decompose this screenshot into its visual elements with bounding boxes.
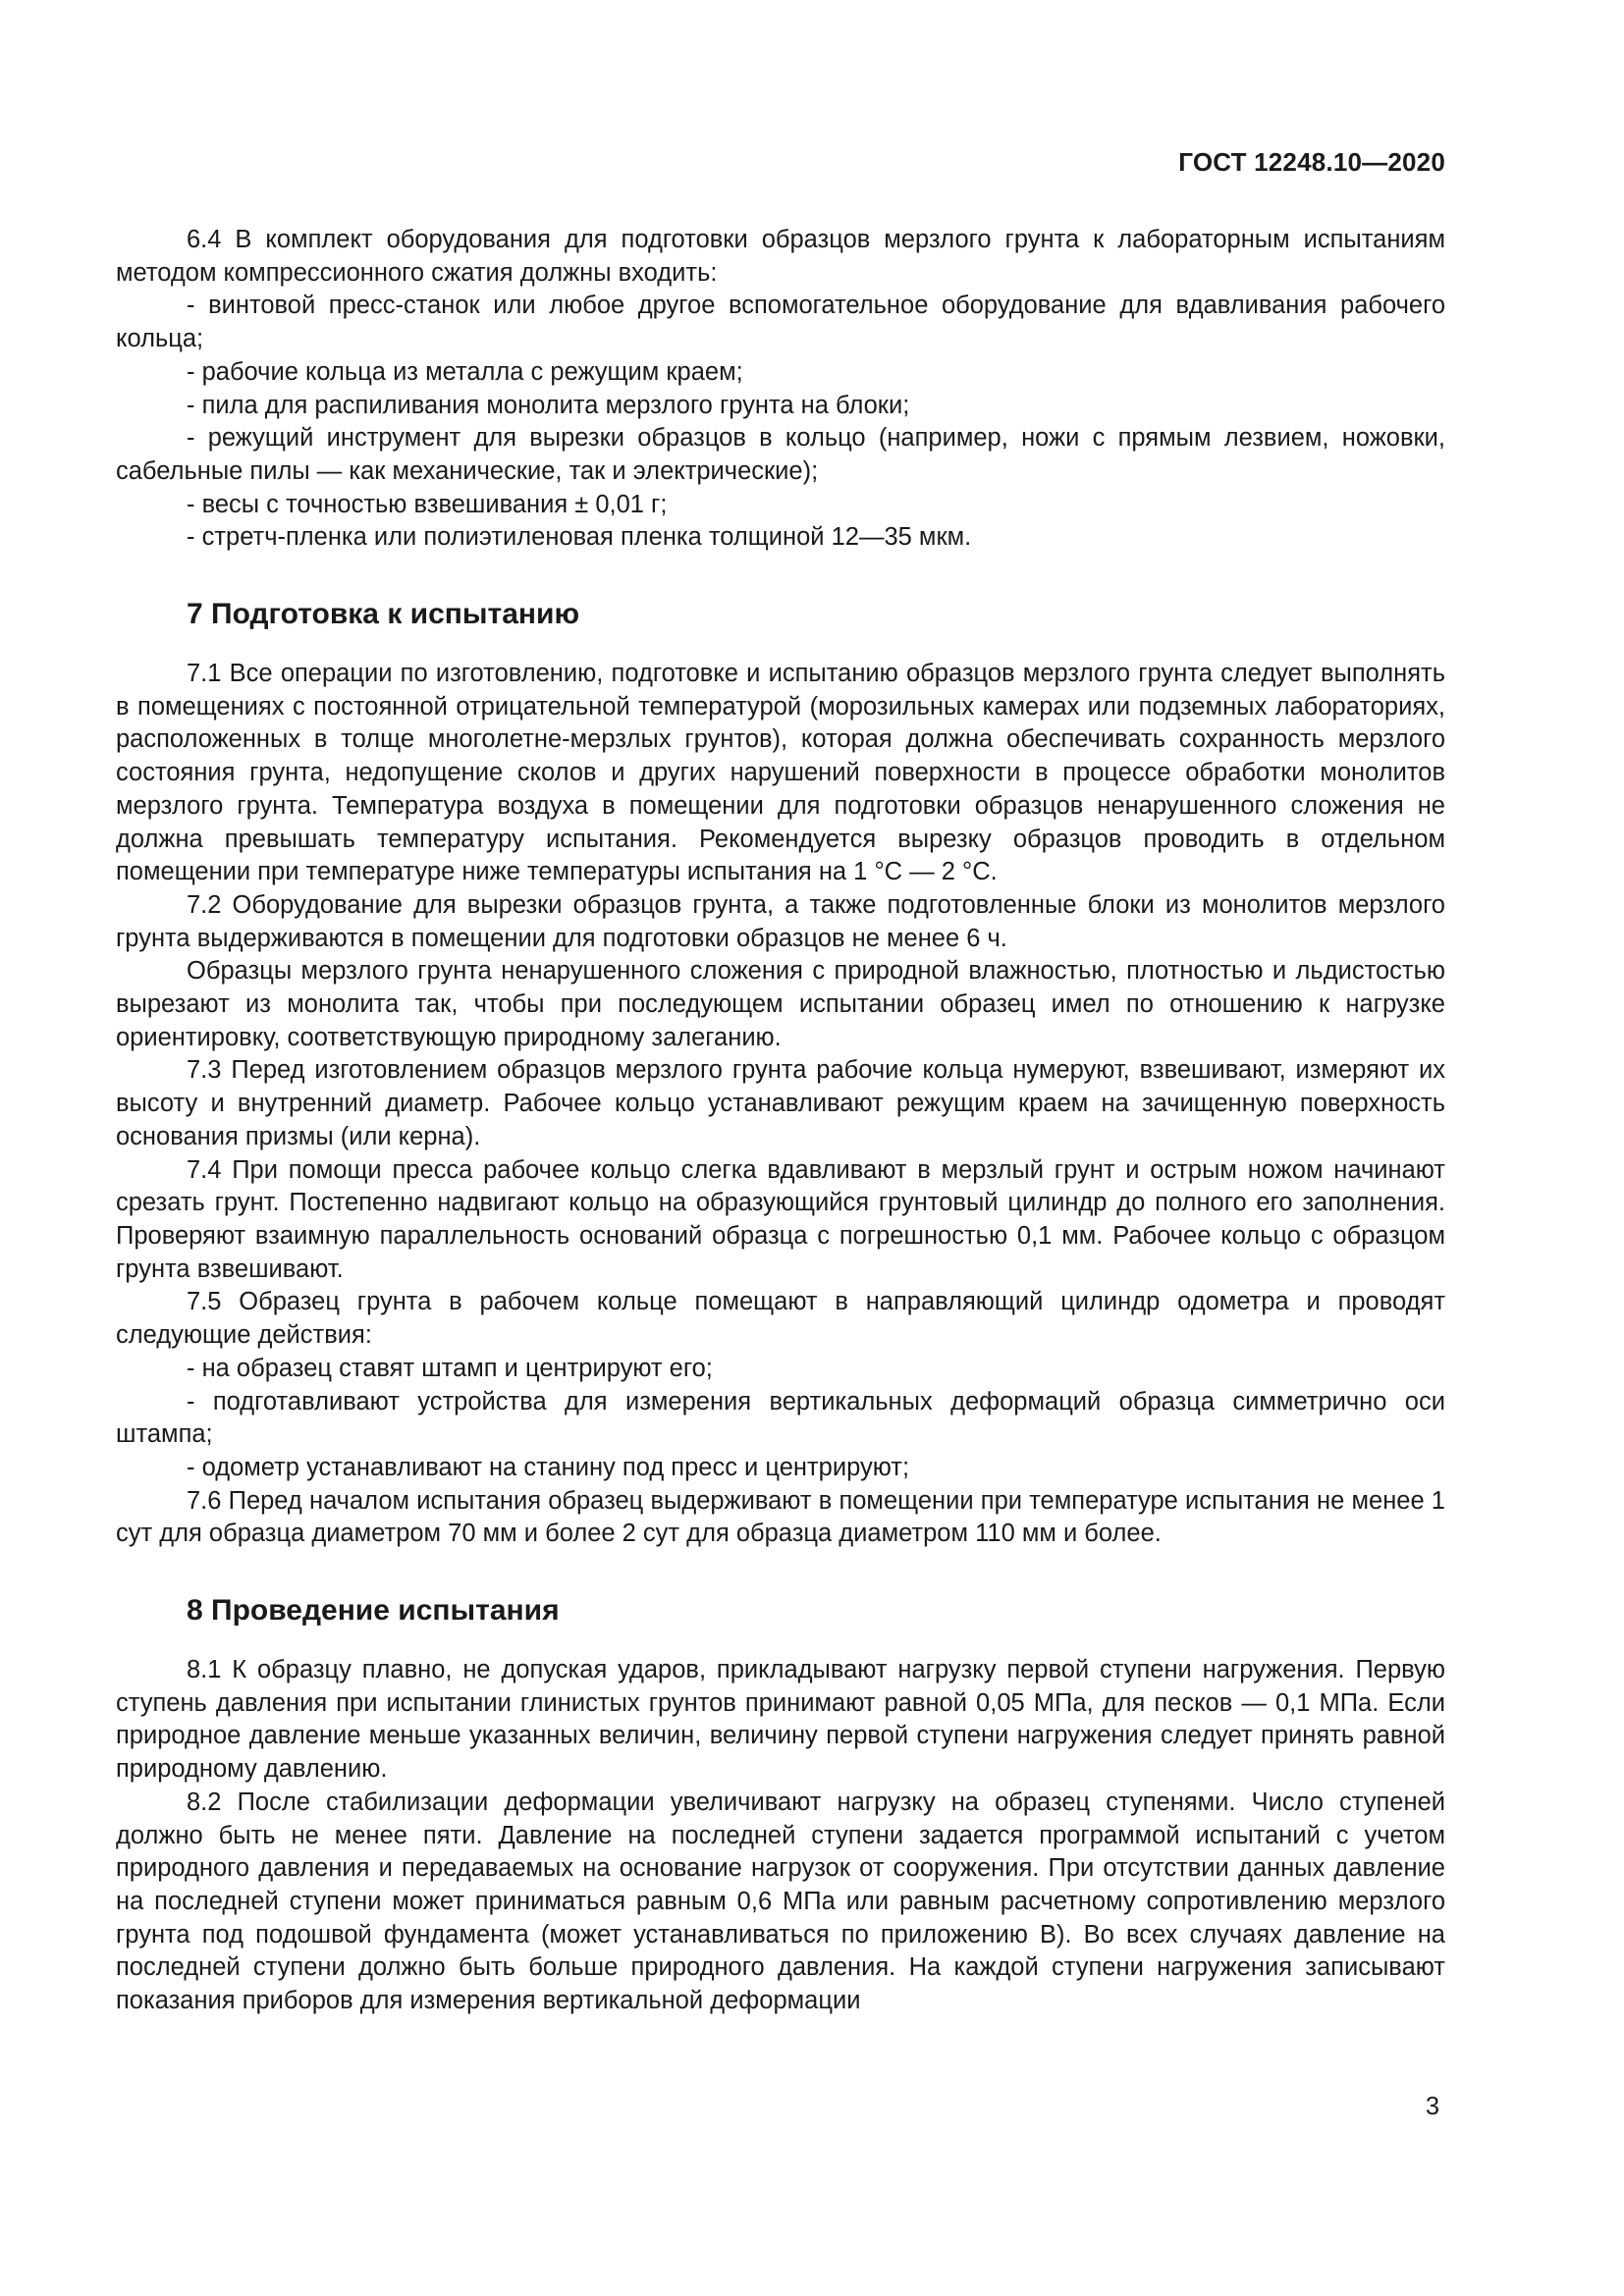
document-code: ГОСТ 12248.10—2020 <box>1178 147 1445 177</box>
paragraph-7-5: 7.5 Образец грунта в рабочем кольце помещают в направляющий цилиндр одометра и проводят следующие действия: <box>116 1288 1445 1350</box>
list-item: - режущий инструмент для вырезки образцов в кольцо (например, ножи с прямым лезвием, ножовки, сабельные пилы — как механические, так и электрические); <box>116 424 1445 485</box>
paragraph-8-2: 8.2 После стабилизации деформации увеличивают нагрузку на образец ступенями. Число ступеней должно быть не менее пяти. Давление на последней ступени задается программой испытаний с учетом природного давления и передаваемых на основание нагрузок от сооружения. При отсутствии данных давление на последней ступени может приниматься равным 0,6 МПа или равным расчетному сопротивлению мерзлого грунта под подошвой фундамента (может устанавливаться по приложению В). Во всех случаях давление на последней ступени должно быть больше природного давления. На каждой ступени нагружения записывают показания приборов для измерения вертикальной деформации <box>116 1788 1445 2015</box>
list-item: - рабочие кольца из металла с режущим краем; <box>187 357 743 386</box>
paragraph-7-4: 7.4 При помощи пресса рабочее кольцо слегка вдавливают в мерзлый грунт и острым ножом начинают срезать грунт. Постепенно надвигают кольцо на образующийся грунтовый цилиндр до полного его заполнения. Проверяют взаимную параллельность оснований образца с погрешностью 0,1 мм. Рабочее кольцо с образцом грунта взвешивают. <box>116 1155 1445 1283</box>
list-item: - пила для распиливания монолита мерзлого грунта на блоки; <box>187 391 910 419</box>
paragraph-7-2-continued: Образцы мерзлого грунта ненарушенного сложения с природной влажностью, плотностью и льдистостью вырезают из монолита так, чтобы при последующем испытании образец имел по отношению к нагрузке ориентировку, соответствующую природному залеганию. <box>116 957 1445 1051</box>
paragraph-7-3: 7.3 Перед изготовлением образцов мерзлого грунта рабочие кольца нумеруют, взвешивают, измеряют их высоту и внутренний диаметр. Рабочее кольцо устанавливают режущим краем на зачищенную поверхность основания призмы (или керна). <box>116 1056 1445 1150</box>
paragraph-6-4: 6.4 В комплект оборудования для подготовки образцов мерзлого грунта к лабораторным испытаниям методом компрессионного сжатия должны входить: <box>116 226 1445 287</box>
list-item: - весы с точностью взвешивания ± 0,01 г; <box>187 490 668 518</box>
paragraph-7-2: 7.2 Оборудование для вырезки образцов грунта, а также подготовленные блоки из монолитов мерзлого грунта выдерживаются в помещении для подготовки образцов не менее 6 ч. <box>116 890 1445 952</box>
list-item: - подготавливают устройства для измерения вертикальных деформаций образца симметрично оси штампа; <box>116 1387 1445 1449</box>
list-item: - одометр устанавливают на станину под пресс и центрируют; <box>187 1453 910 1481</box>
document-body <box>116 224 1445 2018</box>
list-item: - стретч-пленка или полиэтиленовая пленка толщиной 12—35 мкм. <box>187 523 972 552</box>
section-8-heading: 8 Проведение испытания <box>187 1594 560 1628</box>
section-7 <box>116 595 1445 1551</box>
list-item: - на образец ставят штамп и центрируют его; <box>187 1354 713 1382</box>
section-8 <box>116 1591 1445 2018</box>
paragraph-8-1: 8.1 К образцу плавно, не допуская ударов, прикладывают нагрузку первой ступени нагружения. Первую ступень давления при испытании глинистых грунтов принимают равной 0,05 МПа, для песков — 0,1 МПа. Если природное давление меньше указанных величин, величину первой ступени нагружения следует принять равной природному давлению. <box>116 1656 1445 1784</box>
section-6 <box>116 224 1445 555</box>
paragraph-7-6: 7.6 Перед началом испытания образец выдерживают в помещении при температуре испытания не менее 1 сут для образца диаметром 70 мм и более 2 сут для образца диаметром 110 мм и более. <box>116 1486 1445 1548</box>
page-number: 3 <box>1425 2093 1439 2120</box>
paragraph-7-1: 7.1 Все операции по изготовлению, подготовке и испытанию образцов мерзлого грунта следует выполнять в помещениях с постоянной отрицательной температурой (морозильных камерах или подземных лабораториях, расположенных в толще многолетне-мерзлых грунтов), которая должна обеспечивать сохранность мерзлого состояния грунта, недопущение сколов и других нарушений поверхности в процессе обработки монолитов мерзлого грунта. Температура воздуха в помещении для подготовки образцов ненарушенного сложения не должна превышать температуру испытания. Рекомендуется вырезку образцов проводить в отдельном помещении при температуре ниже температуры испытания на 1 °С — 2 °С. <box>116 660 1445 886</box>
section-7-heading: 7 Подготовка к испытанию <box>187 598 580 631</box>
list-item: - винтовой пресс-станок или любое другое вспомогательное оборудование для вдавливания рабочего кольца; <box>116 292 1445 353</box>
